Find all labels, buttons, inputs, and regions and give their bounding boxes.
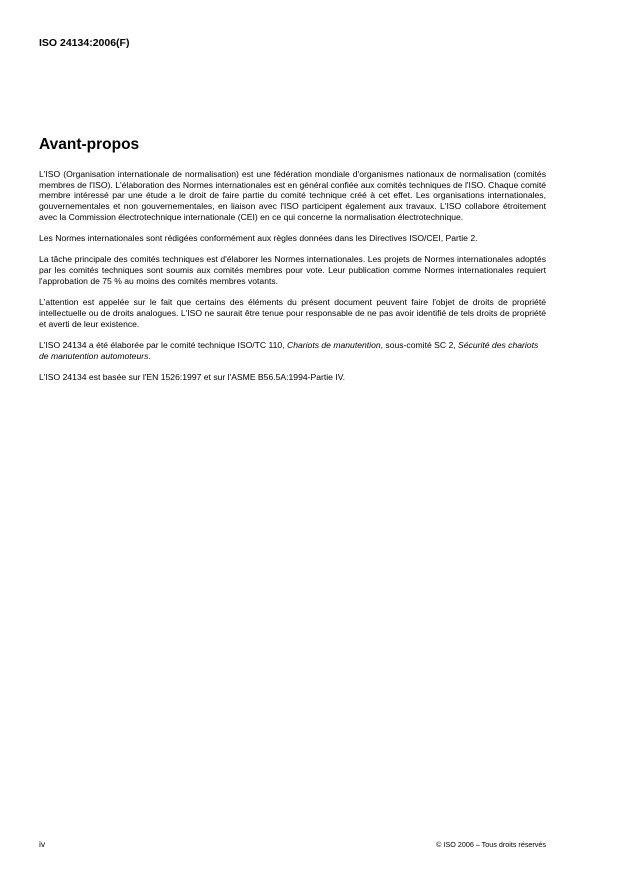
committee-title: Chariots de manutention [287, 339, 381, 350]
body-text [39, 169, 546, 393]
paragraph-based-on: L'ISO 24134 est basée sur l'EN 1526:1997 et sur l'ASME B56.5A:1994-Partie IV. [39, 371, 346, 382]
copyright-notice: © ISO 2006 – Tous droits réservés [436, 840, 546, 849]
paragraph-technical-committees: La tâche principale des comités techniques est d'élaborer les Normes internationales. Les projets de Normes internationales adoptés par les comités techniques sont soumis aux comités membres pour vote. Leur publication comme Normes internationales requiert l'approbation de 75 % au moins des comités membres votants. [39, 254, 546, 286]
paragraph-patent-rights: L'attention est appelée sur le fait que certains des éléments du présent document peuvent faire l'objet de droits de propriété intellectuelle ou de droits analogues. L'ISO ne saurait être tenue pour responsable de ne pas avoir identifié de tels droits de propriété et averti de leur existence. [39, 297, 546, 329]
prepared-by-text-b: , sous-comité SC 2, [380, 339, 459, 350]
page-number: iv [39, 839, 46, 849]
section-title: Avant-propos [39, 136, 140, 153]
prepared-by-text-a: L'ISO 24134 a été élaborée par le comité technique ISO/TC 110, [39, 339, 287, 350]
subcommittee-title: Sécurité des chariots de manutention automoteurs [39, 339, 539, 361]
paragraph-directives: Les Normes internationales sont rédigées conformément aux règles données dans les Directives ISO/CEI, Partie 2. [39, 233, 478, 244]
paragraph-iso-organisation: L'ISO (Organisation internationale de normalisation) est une fédération mondiale d'organismes nationaux de normalisation (comités membres de l'ISO). L'élaboration des Normes internationales est en général confiée aux comités techniques de l'ISO. Chaque comité membre intéressé par une étude a le droit de faire partie du comité technique créé à cet effet. Les organisations internationales, gouvernementales et non gouvernementales, en liaison avec l'ISO participent également aux travaux. L'ISO collabore étroitement avec la Commission électrotechnique internationale (CEI) en ce qui concerne la normalisation électrotechnique. [39, 169, 546, 222]
document-identifier: ISO 24134:2006(F) [39, 37, 130, 49]
prepared-by-text-c: . [148, 350, 151, 361]
paragraph-prepared-by [39, 340, 546, 361]
